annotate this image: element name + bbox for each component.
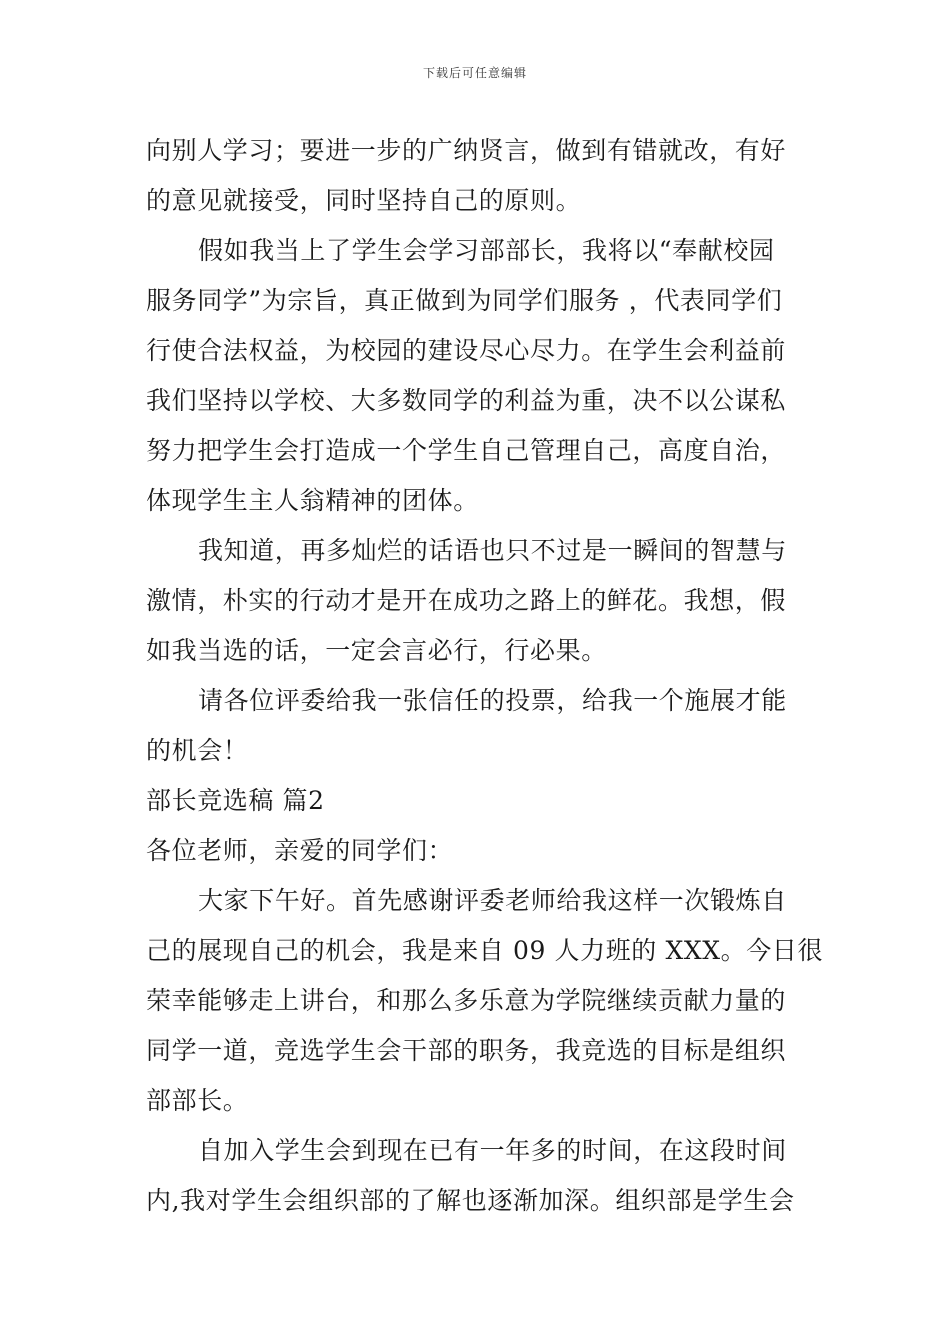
paragraph-start-line: 请各位评委给我一张信任的投票，给我一个施展才能 (198, 686, 787, 715)
text-line: 行使合法权益，为校园的建设尽心尽力。在学生会利益前 (146, 336, 787, 365)
text-line: 我们坚持以学校、大多数同学的利益为重，决不以公谋私 (146, 386, 787, 415)
text-line: 同学一道，竞选学生会干部的职务，我竞选的目标是组织 (146, 1036, 787, 1065)
text-line: 服务同学”为宗旨，真正做到为同学们服务 ，代表同学们 (146, 286, 783, 315)
paragraph-start-line: 自加入学生会到现在已有一年多的时间，在这段时间 (198, 1136, 787, 1165)
section-heading: 部长竞选稿 篇2 (146, 786, 325, 815)
text-line: 的意见就接受，同时坚持自己的原则。 (146, 186, 582, 215)
document-body (146, 126, 824, 1226)
paragraph-start-line: 大家下午好。首先感谢评委老师给我这样一次锻炼自 (198, 886, 787, 915)
page-header-note: 下载后可任意编辑 (422, 66, 527, 80)
text-line: 如我当选的话，一定会言必行，行必果。 (146, 636, 607, 665)
text-line: 的机会！ (146, 736, 249, 765)
paragraph-start-line: 我知道，再多灿烂的话语也只不过是一瞬间的智慧与 (198, 536, 787, 565)
text-line: 部部长。 (146, 1086, 249, 1115)
text-line: 向别人学习；要进一步的广纳贤言，做到有错就改，有好 (146, 136, 787, 165)
salutation-line: 各位老师，亲爱的同学们： (146, 836, 454, 865)
text-line: 体现学生主人翁精神的团体。 (146, 486, 479, 515)
paragraph-start-line: 假如我当上了学生会学习部部长，我将以“奉献校园 (198, 236, 775, 265)
text-line: 荣幸能够走上讲台，和那么多乐意为学院继续贡献力量的 (146, 986, 787, 1015)
text-line: 激情，朴实的行动才是开在成功之路上的鲜花。我想，假 (146, 586, 787, 615)
text-line: 己的展现自己的机会，我是来自 09 人力班的 XXX。今日很 (146, 936, 824, 965)
text-line: 努力把学生会打造成一个学生自己管理自己，高度自治， (146, 436, 787, 465)
text-line: 内,我对学生会组织部的了解也逐渐加深。组织部是学生会 (146, 1186, 795, 1215)
